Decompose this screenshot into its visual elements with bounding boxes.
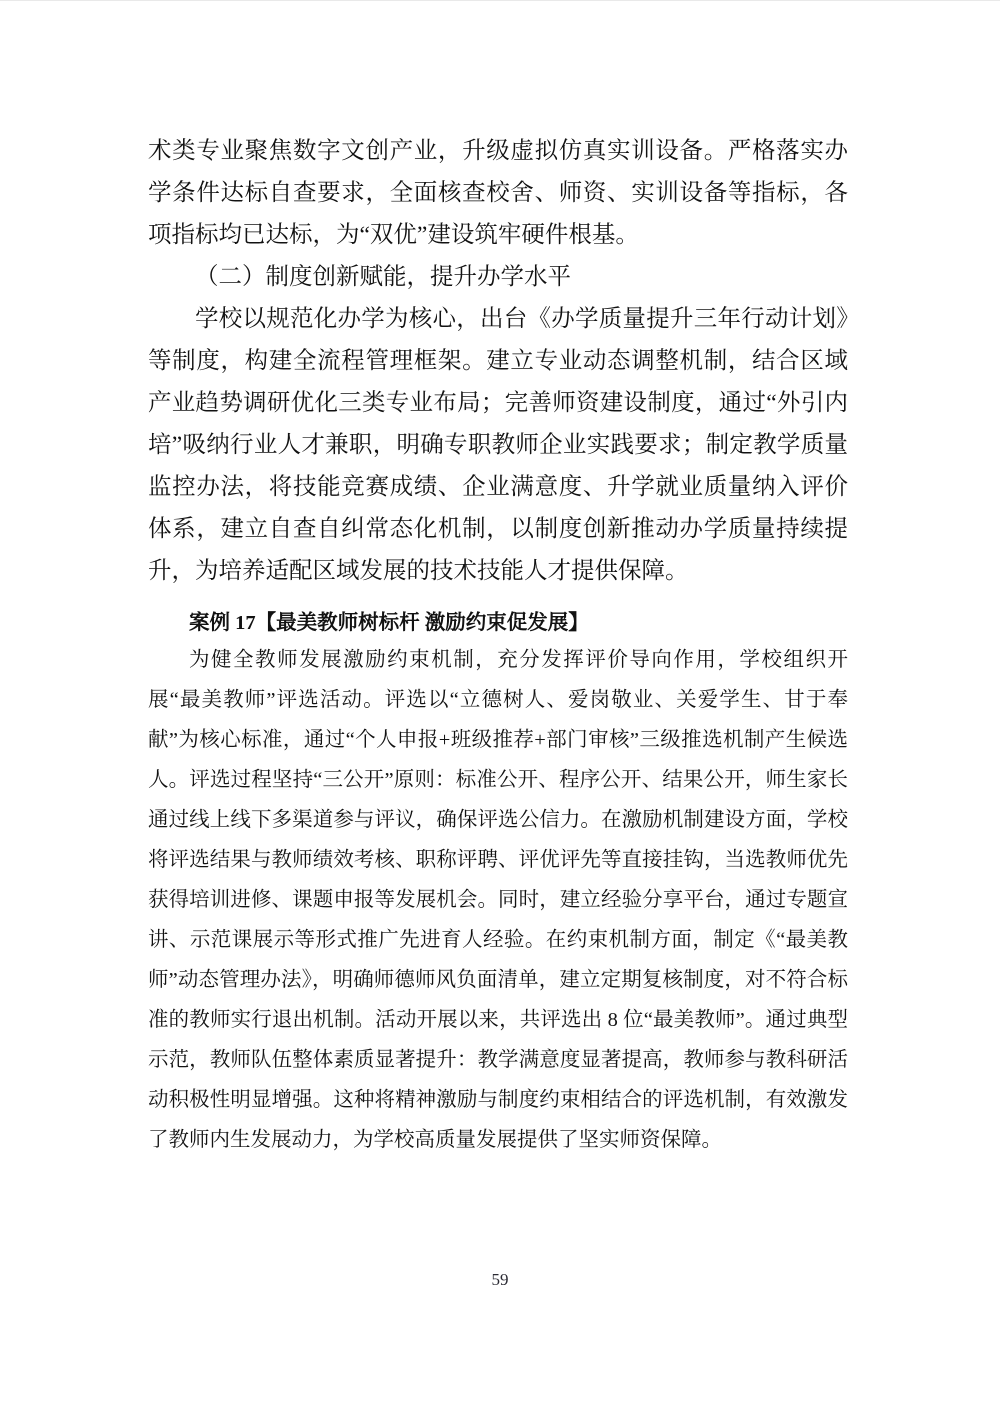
page-number: 59 [491,1270,509,1289]
paragraph-continuation: 术类专业聚焦数字文创产业，升级虚拟仿真实训设备。严格落实办学条件达标自查要求，全面核查校舍、师资、实训设备等指标，各项指标均已达标，为“双优”建设筑牢硬件根基。 [148,138,848,248]
case-study-paragraph: 为健全教师发展激励约束机制，充分发挥评价导向作用，学校组织开展“最美教师”评选活动。评选以“立德树人、爱岗敬业、关爱学生、甘于奉献”为核心标准，通过“个人申报+班级推荐+部门审核”三级推选机制产生候选人。评选过程坚持“三公开”原则：标准公开、程序公开、结果公开，师生家长通过线上线下多渠道参与评议，确保评选公信力。在激励机制建设方面，学校将评选结果与教师绩效考核、职称评聘、评优评先等直接挂钩，当选教师优先获得培训进修、课题申报等发展机会。同时，建立经验分享平台，通过专题宣讲、示范课展示等形式推广先进育人经验。在约束机制方面，制定《“最美教师”动态管理办法》，明确师德师风负面清单，建立定期复核制度，对不符合标准的教师实行退出机制。活动开展以来，共评选出 8 位“最美教师”。通过典型示范，教师队伍整体素质显著提升：教学满意度显著提高，教师参与教科研活动积极性明显增强。这种将精神激励与制度约束相结合的评选机制，有效激发了教师内生发展动力，为学校高质量发展提供了坚实师资保障。 [148,649,848,1151]
page-content [148,130,848,1160]
section-heading: （二）制度创新赋能，提升办学水平 [195,264,571,290]
section-paragraph: 学校以规范化办学为核心，出台《办学质量提升三年行动计划》等制度，构建全流程管理框架。建立专业动态调整机制，结合区域产业趋势调研优化三类专业布局；完善师资建设制度，通过“外引内培”吸纳行业人才兼职，明确专职教师企业实践要求；制定教学质量监控办法，将技能竞赛成绩、企业满意度、升学就业质量纳入评价体系，建立自查自纠常态化机制，以制度创新推动办学质量持续提升，为培养适配区域发展的技术技能人才提供保障。 [148,306,848,584]
case-study-heading: 案例 17【最美教师树标杆 激励约束促发展】 [189,612,589,634]
